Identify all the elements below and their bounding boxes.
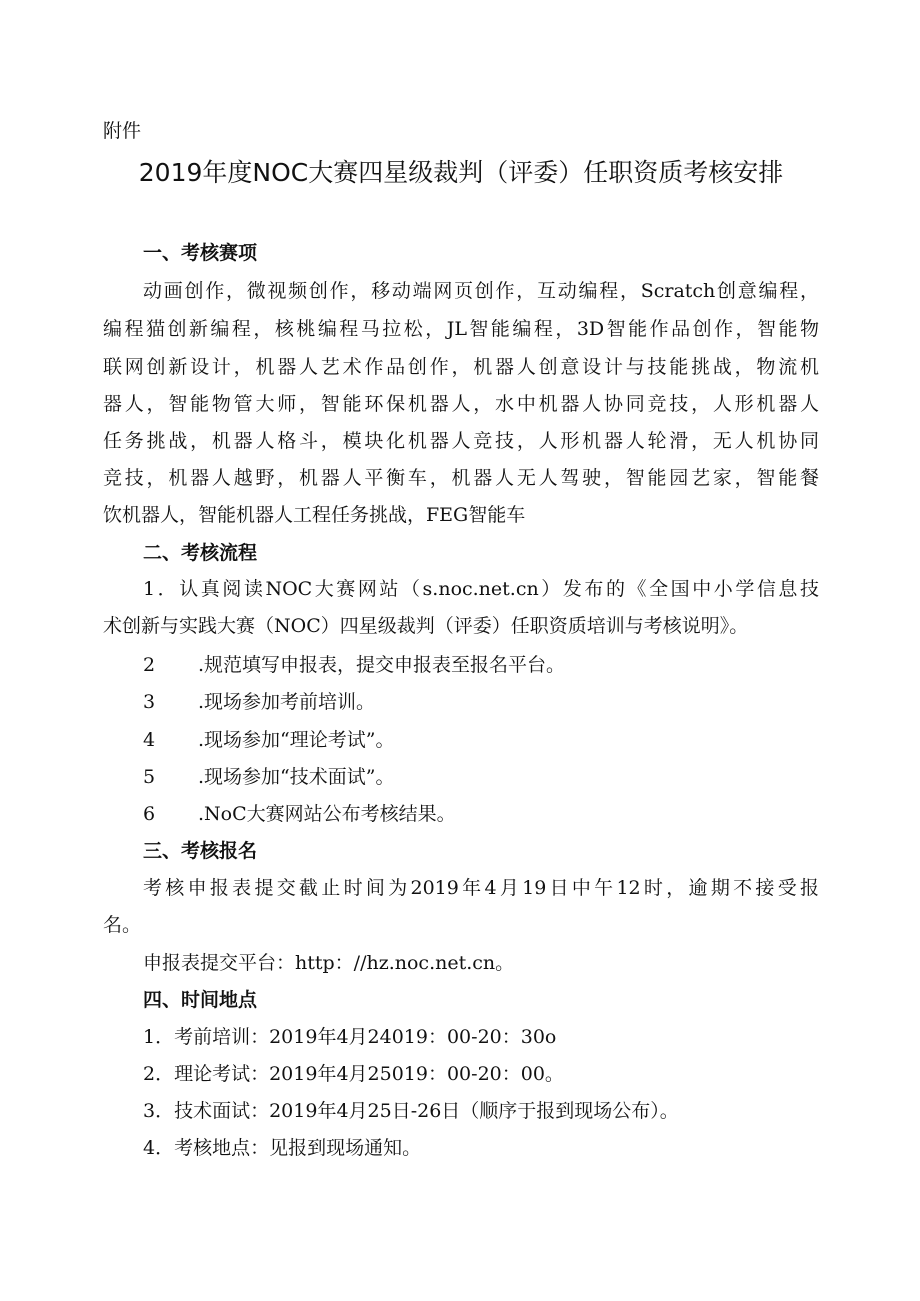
list-number: 6 — [143, 803, 156, 825]
list-item — [143, 801, 456, 827]
list-item — [143, 652, 565, 678]
paragraph-line: 动画创作，微视频创作，移动端网页创作，互动编程，Scratch创意编程， — [143, 280, 819, 302]
platform-url-text: 申报表提交平台：http：//hz.noc.net.cn。 — [143, 952, 515, 974]
list-item: 2．理论考试：2019年4月25019：00-20：00。 — [143, 1063, 564, 1085]
list-number: 2 — [143, 654, 156, 676]
paragraph-line: 考核申报表提交截止时间为2019年4月19日中午12时，逾期不接受报 — [143, 877, 819, 899]
page-title: 2019年度NOC大赛四星级裁判（评委）任职资质考核安排 — [138, 158, 784, 187]
paragraph-line: 编程猫创新编程，核桃编程马拉松，JL智能编程，3D智能作品创作，智能物 — [103, 318, 819, 340]
list-item — [143, 689, 375, 715]
list-item: 3．技术面试：2019年4月25日-26日（顺序于报到现场公布）。 — [143, 1100, 679, 1122]
section-heading-exam-items: 一、考核赛项 — [143, 242, 258, 264]
paragraph-line: 器人，智能物管大师，智能环保机器人，水中机器人协同竞技，人形机器人 — [103, 393, 819, 415]
section-heading-exam-process: 二、考核流程 — [143, 542, 258, 564]
list-number: 3 — [143, 691, 156, 713]
paragraph-line: 竞技，机器人越野，机器人平衡车，机器人无人驾驶，智能园艺家，智能餐 — [103, 467, 819, 489]
list-item: 1．认真阅读NOC大赛网站（s.noc.net.cn）发布的《全国中小学信息技 — [143, 578, 819, 600]
list-item: 4．考核地点：见报到现场通知。 — [143, 1137, 422, 1159]
attachment-label: 附件 — [103, 120, 142, 142]
paragraph-line: 名。 — [103, 914, 142, 936]
section-heading-time-place: 四、时间地点 — [143, 989, 258, 1011]
list-item: 术创新与实践大赛（NOC）四星级裁判（评委）任职资质培训与考核说明》。 — [103, 615, 749, 637]
list-text: .现场参加考前培训。 — [198, 691, 376, 713]
list-text: .NoC大赛网站公布考核结果。 — [198, 803, 456, 825]
list-item — [143, 727, 394, 753]
list-number: 5 — [143, 766, 156, 788]
paragraph-line: 饮机器人，智能机器人工程任务挑战，FEG智能车 — [103, 504, 526, 526]
paragraph-line: 联网创新设计，机器人艺术作品创作，机器人创意设计与技能挑战，物流机 — [103, 356, 819, 378]
list-text: .规范填写申报表，提交申报表至报名平台。 — [198, 654, 566, 676]
paragraph-line: 任务挑战，机器人格斗，模块化机器人竞技，人形机器人轮滑，无人机协同 — [103, 430, 819, 452]
section-heading-registration: 三、考核报名 — [143, 840, 258, 862]
list-item — [143, 764, 394, 790]
list-number: 4 — [143, 729, 156, 751]
list-item: 1．考前培训：2019年4月24019：00-20：30o — [143, 1026, 557, 1048]
list-text: .现场参加“技术面试”。 — [198, 766, 395, 788]
list-text: .现场参加“理论考试”。 — [198, 729, 395, 751]
